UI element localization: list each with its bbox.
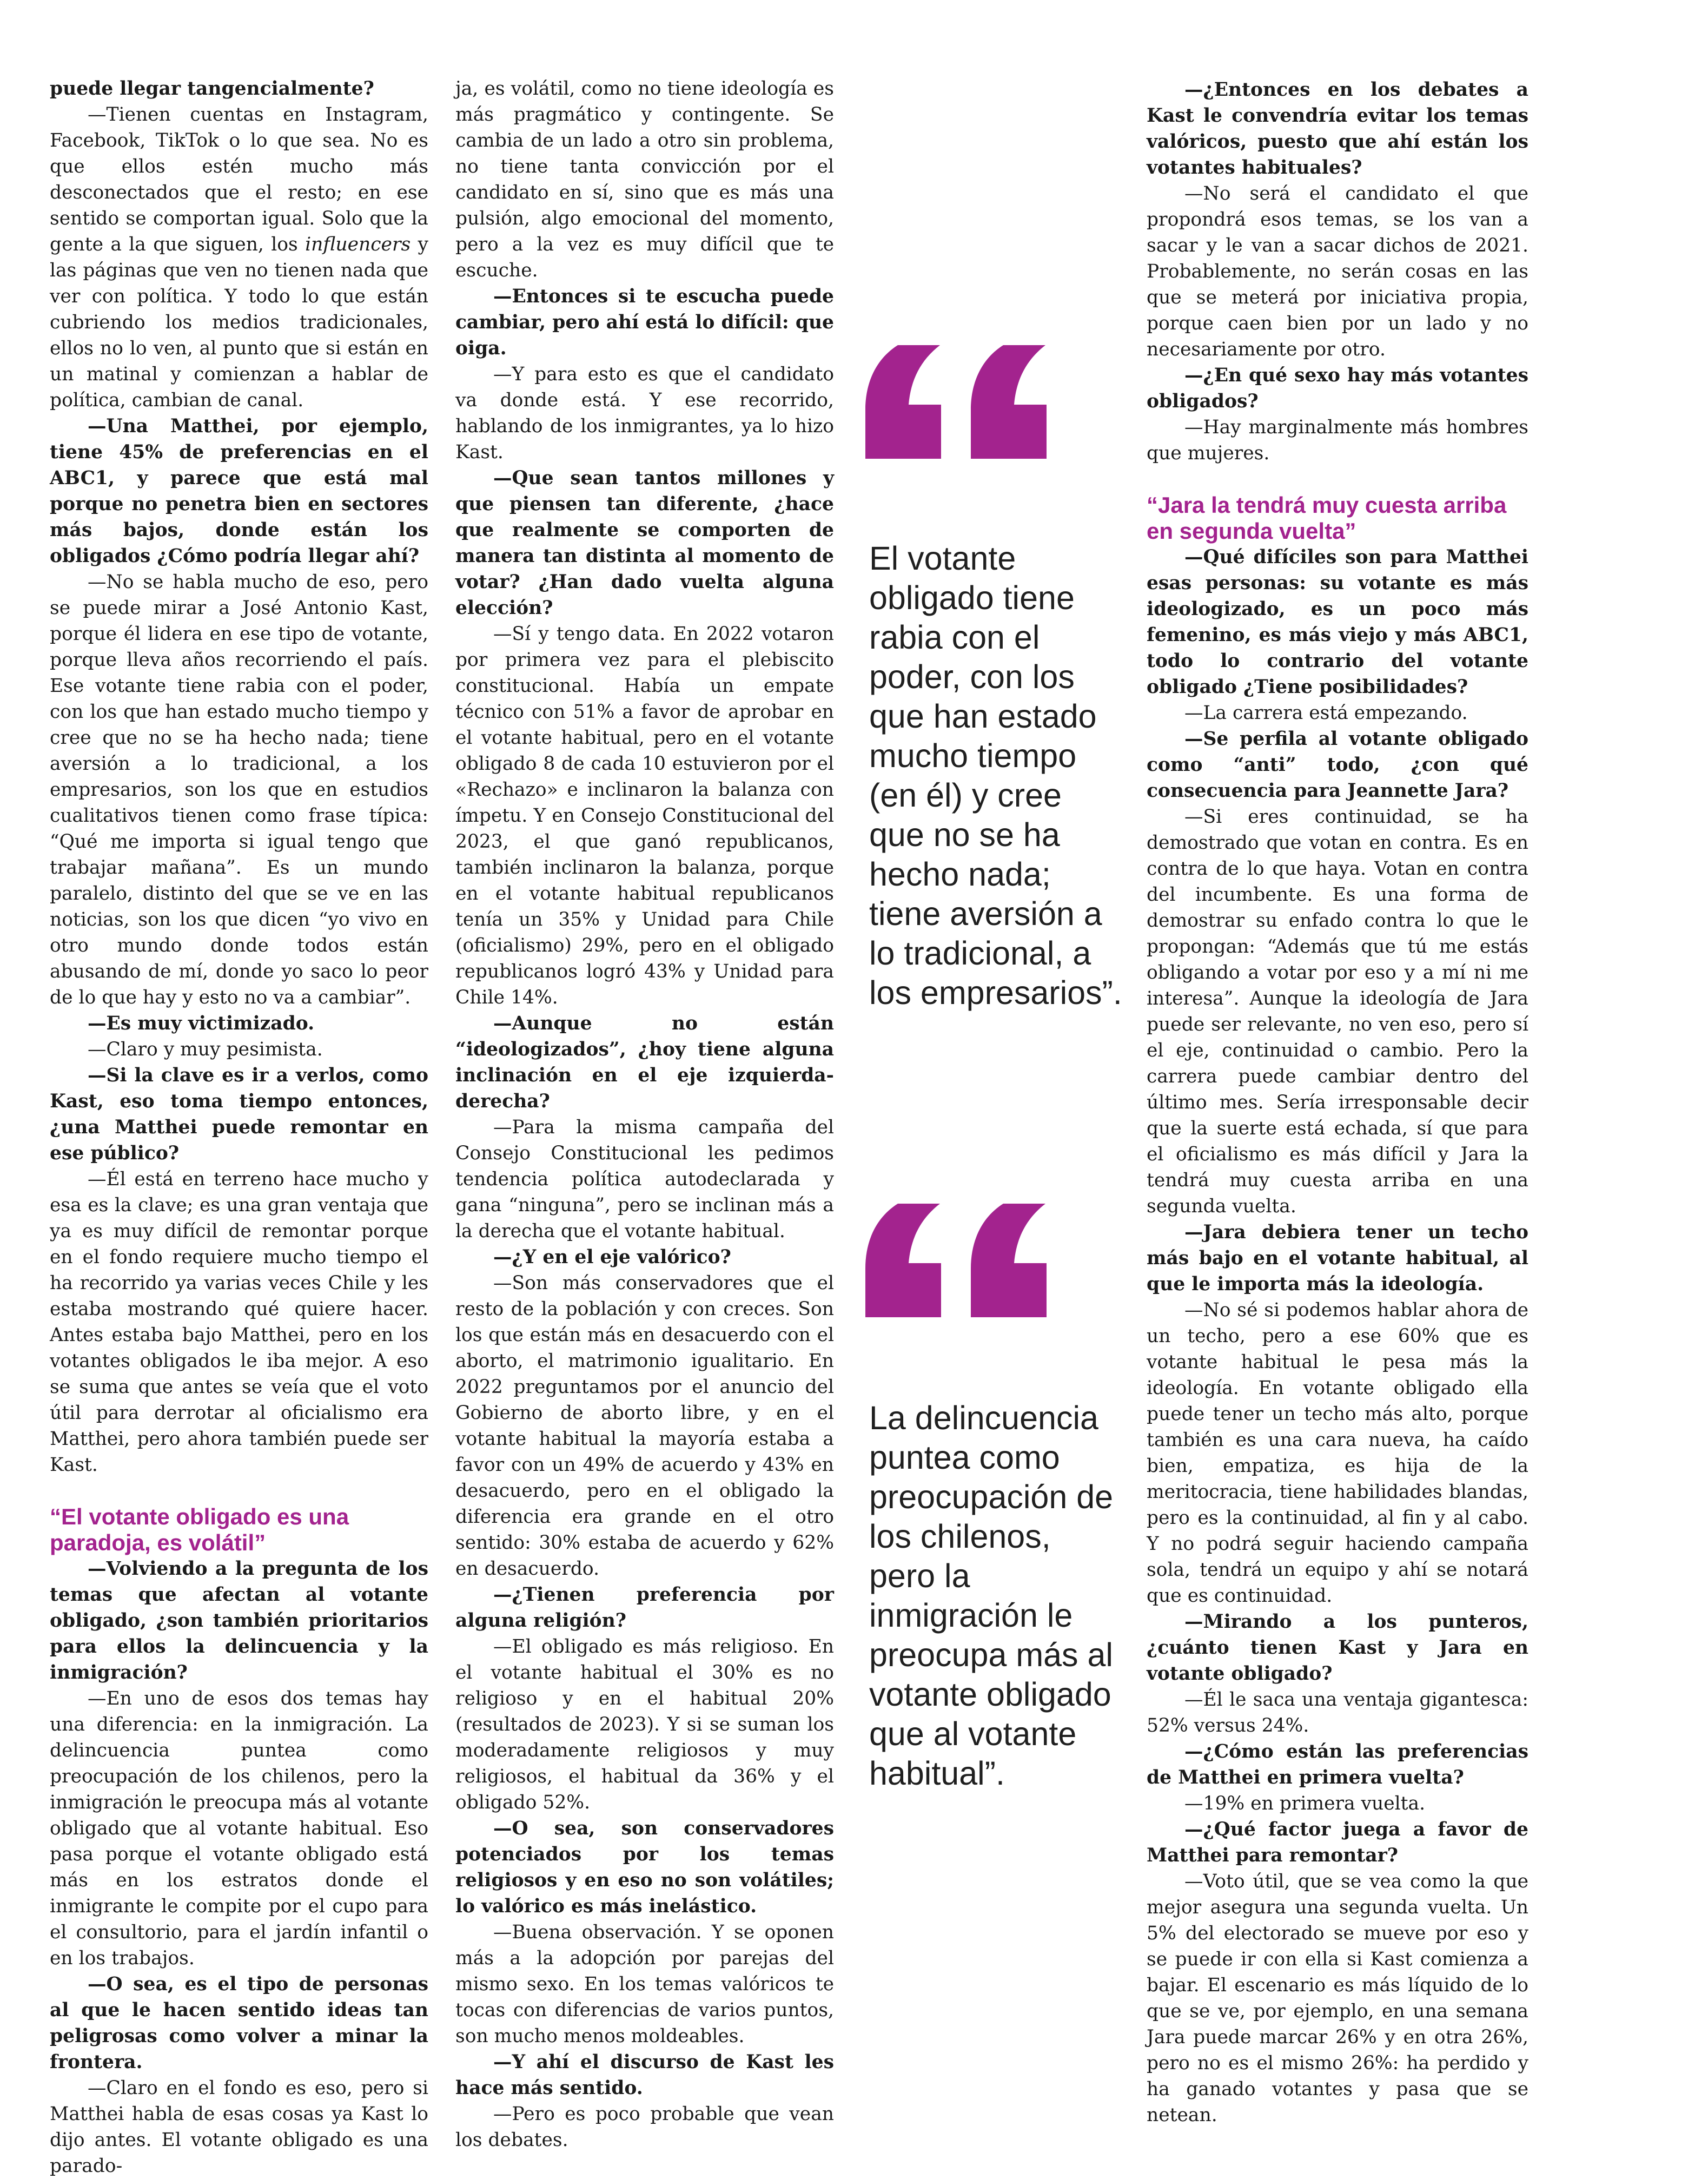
subheading: “El votante obligado es una paradoja, es volátil” [50,1504,349,1555]
answer-text: —Son más conservadores que el resto de la población y con creces. Son los que están más en desacuerdo con el aborto, el matrimonio igualitario. En 2022 preguntamos por el anuncio del Gobierno de aborto libre, y en el votante habitual la mayoría estaba a favor con un 49% de acuerdo y 43% en desacuerdo, pero en el obligado la diferencia era grande en el otro sentido: 30% estaba de acuerdo y 62% en desacuerdo. [455,1272,834,1580]
question-text: —Se perfila al votante obligado como “anti” todo, ¿con qué consecuencia para Jeannette Jara? [1147,728,1528,802]
answer-text [50,102,428,413]
question-text: puede llegar tangencialmente? [50,78,374,100]
question-text: —¿Cómo están las preferencias de Matthei en primera vuelta? [1147,1741,1528,1788]
question-text: —¿Y en el eje valórico? [493,1246,731,1268]
answer-text: —Buena observación. Y se oponen más a la adopción por parejas del mismo sexo. En los temas valóricos te tocas con diferencias de varios puntos, son mucho menos moldeables. [455,1922,834,2047]
answer-text: ja, es volátil, como no tiene ideología es más pragmático y contingente. Se cambia de un lado a otro sin problema, no tiene tanta convicción por el candidato en sí, sino que es más una pulsión, algo emocional del momento, pero a la vez es muy difícil que te escuche. [455,78,834,281]
answer-text: —Él le saca una ventaja gigantesca: 52% versus 24%. [1147,1689,1528,1736]
answer-text-part: —Tienen cuentas en Instagram, Facebook, TikTok o lo que sea. No es que ellos estén mucho más desconectados que el resto; en ese sentido se comportan igual. Solo que la gente a la que siguen, los [50,104,428,255]
question-text: —O sea, son conservadores potenciados por los temas religiosos y en eso no son volátiles; lo valórico es más inelástico. [455,1818,834,1917]
answer-text: —Para la misma campaña del Consejo Constitucional les pedimos tendencia política autodeclarada y gana “ninguna”, pero se inclinan más a la derecha que el votante habitual. [455,1117,834,1242]
question-text: —Qué difíciles son para Matthei esas personas: su votante es más ideologizado, es un poco más femenino, es más viejo y más ABC1, todo lo contrario del votante obligado ¿Tiene posibilidades? [1147,546,1528,698]
answer-text: —Claro y muy pesimista. [88,1039,323,1060]
answer-text: —Hay marginalmente más hombres que mujeres. [1147,417,1528,464]
quote-mark-icon [865,345,1049,459]
italic-term: influencers [305,234,411,255]
answer-text: —La carrera está empezando. [1184,702,1468,724]
question-text: —O sea, es el tipo de personas al que le hacen sentido ideas tan peligrosas como volver a minar la frontera. [50,1973,428,2073]
answer-text: —No se habla mucho de eso, pero se puede mirar a José Antonio Kast, porque él lidera en ese tipo de votante, porque lleva años recorriendo el país. Ese votante tiene rabia con el poder, con los que han estado mucho tiempo y cree que no se ha hecho nada; tiene aversión a lo tradicional, a los empresarios, son los que en estudios cualitativos tienen como frase típica: “Qué me importa si igual tengo que trabajar mañana”. Es un mundo paralelo, distinto del que se ve en las noticias, son los que dicen “yo vivo en otro mundo donde todos están abusando de mí, donde yo saco lo peor de lo que hay y esto no va a cambiar”. [50,571,428,1008]
question-text: —Una Matthei, por ejemplo, tiene 45% de preferencias en el ABC1, y parece que está mal porque no penetra bien en sectores más bajos, donde están los obligados ¿Cómo podría llegar ahí? [50,415,428,567]
answer-text: —El obligado es más religioso. En el votante habitual el 30% es no religioso y en el habitual 20% (resultados de 2023). Y si se suman los moderadamente religiosos y muy religiosos, el habitual da 36% y el obligado 52%. [455,1636,834,1813]
question-text: —Entonces si te escucha puede cambiar, pero ahí está lo difícil: que oiga. [455,286,834,359]
answer-text: —Claro en el fondo es eso, pero si Matthei habla de esas cosas ya Kast lo dijo antes. El votante obligado es una parado- [50,2077,428,2177]
question-text: —Aunque no están “ideologizados”, ¿hoy tiene alguna inclinación en el eje izquierda-derecha? [455,1013,834,1112]
answer-text: —No sé si podemos hablar ahora de un techo, pero a ese 60% que es votante habitual le pesa más la ideología. En votante obligado ella puede tener un techo más alto, porque también es una cara nueva, ha caído bien, empatiza, es hija de la meritocracia, tiene habilidades blandas, pero es la continuidad, al fin y al cabo. Y no podrá seguir haciendo campaña sola, tendrá un equipo y ahí se notará que es continuidad. [1147,1299,1528,1607]
answer-text: —Voto útil, que se vea como la que mejor asegura una segunda vuelta. Un 5% del electorado se mueve por eso y se puede ir con ella si Kast comienza a bajar. El escenario es más líquido de lo que se ve, por ejemplo, en una semana Jara puede marcar 26% y en otra 26%, pero no es el mismo 26%: ha perdido y ha ganado votantes y pasa que se netean. [1147,1871,1528,2126]
question-text: —Que sean tantos millones y que piensen tan diferente, ¿hace que realmente se comporten de manera tan distinta al momento de votar? ¿Han dado vuelta alguna elección? [455,467,834,619]
answer-text: —19% en primera vuelta. [1184,1793,1426,1814]
question-text: —Mirando a los punteros, ¿cuánto tienen Kast y Jara en votante obligado? [1147,1611,1528,1685]
subheading: “Jara la tendrá muy cuesta arriba en segunda vuelta” [1147,492,1507,544]
answer-text: —En uno de esos dos temas hay una diferencia: en la inmigración. La delincuencia puntea como preocupación de los chilenos, pero la inmigración le preocupa más al votante obligado que al votante habitual. Eso pasa porque el votante obligado está más en los estratos donde el inmigrante le compite por el cupo para el consultorio, para el jardín infantil o en los trabajos. [50,1688,428,1969]
column-1 [50,76,428,2179]
column-2 [455,76,834,2153]
column-3 [1147,77,1528,2128]
answer-text: —Él está en terreno hace mucho y esa es la clave; es una gran ventaja que ya es muy difícil de remontar porque en el fondo requiere mucho tiempo el ha recorrido ya varias veces Chile y les estaba mostrando qué quiere hacer. Antes estaba bajo Matthei, pero en los votantes obligados le iba mejor. A eso se suma que antes se veía que el voto útil para derrotar al oficialismo era Matthei, pero ahora también puede ser Kast. [50,1168,428,1476]
answer-text: —Si eres continuidad, se ha demostrado que votan en contra. Es en contra de lo que haya. Votan en contra del incumbente. Es una forma de demostrar su enfado contra lo que le propongan: “Además que tú me estás obligando a votar por eso y a mí ni me interesa”. Aunque la ideología de Jara puede ser relevante, no ven eso, pero sí el eje, continuidad o cambio. Pero la carrera puede cambiar dentro del último mes. Sería irresponsable decir que la suerte está echada, sí que para el oficialismo es más difícil y Jara la tendrá muy cuesta arriba en una segunda vuelta. [1147,806,1528,1217]
question-text: —Y ahí el discurso de Kast les hace más sentido. [455,2051,834,2099]
question-text: —¿Qué factor juega a favor de Matthei para remontar? [1147,1819,1528,1866]
question-text: —¿En qué sexo hay más votantes obligados? [1147,365,1528,412]
question-text: —Si la clave es ir a verlos, como Kast, eso toma tiempo entonces, ¿una Matthei puede remontar en ese público? [50,1065,428,1164]
question-text: —¿Tienen preferencia por alguna religión? [455,1584,834,1632]
pull-quote: La delincuencia puntea como preocupación de los chilenos, pero la inmigración le preocupa más al votante obligado que al votante habitual”. [869,1399,1114,1792]
answer-text: —Pero es poco probable que vean los debates. [455,2103,834,2151]
answer-text-part: y las páginas que ven no tienen nada que ver con política. Y todo lo que están cubriendo los medios tradicionales, ellos no lo ven, al punto que si están en un matinal y comienzan a hablar de política, cambian de canal. [50,234,428,411]
answer-text: —No será el candidato el que propondrá esos temas, se los van a sacar y le van a sacar dichos de 2021. Probablemente, no serán cosas en las que se meterá por iniciativa propia, porque caen bien por un lado y no necesariamente por otro. [1147,183,1528,360]
question-text: —¿Entonces en los debates a Kast le convendría evitar los temas valóricos, puesto que ahí están los votantes habituales? [1147,79,1528,179]
quote-mark-icon [865,1204,1049,1317]
question-text: —Jara debiera tener un techo más bajo en el votante habitual, al que le importa más la ideología. [1147,1221,1528,1295]
question-text: —Volviendo a la pregunta de los temas que afectan al votante obligado, ¿son también prioritarios para ellos la delincuencia y la inmigración? [50,1558,428,1683]
answer-text: —Sí y tengo data. En 2022 votaron por primera vez para el plebiscito constitucional. Había un empate técnico con 51% a favor de aprobar en el votante habitual, pero en el votante obligado 8 de cada 10 estuvieron por el «Rechazo» e inclinaron la balanza con ímpetu. Y en Consejo Constitucional del 2023, el que ganó republicanos, también inclinaron la balanza, porque en el votante habitual republicanos tenía un 35% y Unidad para Chile (oficialismo) 29%, pero en el obligado republicanos logró 43% y Unidad para Chile 14%. [455,623,834,1008]
question-text: —Es muy victimizado. [88,1013,315,1034]
answer-text: —Y para esto es que el candidato va donde está. Y ese recorrido, hablando de los inmigrantes, ya lo hizo Kast. [455,364,834,463]
pull-quote: El votante obligado tiene rabia con el poder, con los que han estado mucho tiempo (en él) y cree que no se ha hecho nada; tiene aversión a lo tradicional, a los empresarios”. [869,540,1122,1011]
